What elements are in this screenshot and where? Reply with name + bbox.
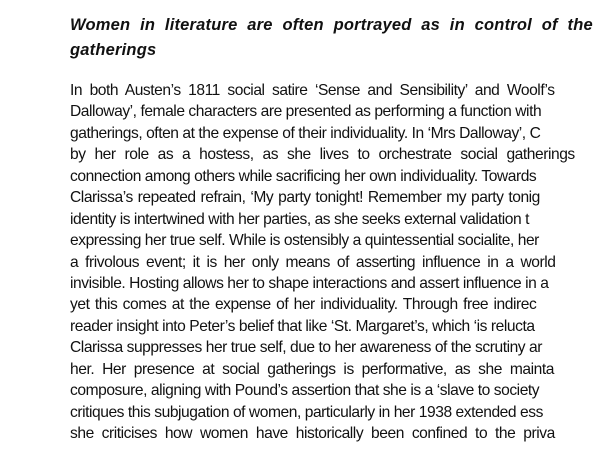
body-line: a frivolous event; it is her only means of asserting influence in a world xyxy=(70,253,556,271)
body-line: expressing her true self. While is ostensibly a quintessential socialite, her xyxy=(70,232,539,250)
body-line: gatherings, often at the expense of their individuality. In ‘Mrs Dalloway’, C xyxy=(70,124,541,142)
body-line: composure, aligning with Pound’s assertion that she is a ‘slave to society xyxy=(70,382,540,400)
body-line: Dalloway’, female characters are presented as performing a function with xyxy=(70,103,542,121)
body-line: she criticises how women have historically been confined to the priva xyxy=(70,425,555,442)
body-line: critiques this subjugation of women, particularly in her 1938 extended ess xyxy=(70,403,543,421)
heading-line-1: Women in literature are often portrayed as in control of the xyxy=(70,16,593,34)
body-line: Clarissa’s repeated refrain, ‘My party tonight! Remember my party tonig xyxy=(70,189,540,207)
heading-line-2: gatherings xyxy=(70,41,157,59)
body-line: reader insight into Peter’s belief that like ‘St. Margaret’s, which ‘is relucta xyxy=(70,317,535,335)
body-line: invisible. Hosting allows her to shape interactions and assert influence in a xyxy=(70,274,549,292)
body-paragraph xyxy=(70,80,575,444)
body-line: In both Austen’s 1811 social satire ‘Sense and Sensibility’ and Woolf’s xyxy=(70,82,555,99)
body-line: yet this comes at the expense of her individuality. Through free indirec xyxy=(70,296,537,314)
body-line: connection among others while sacrificing her own individuality. Towards xyxy=(70,167,537,185)
body-line: identity is intertwined with her parties, as she seeks external validation t xyxy=(70,210,529,228)
document-page xyxy=(70,0,616,462)
body-line: her. Her presence at social gatherings is performative, as she mainta xyxy=(70,360,554,378)
body-line: by her role as a hostess, as she lives to orchestrate social gatherings xyxy=(70,146,575,164)
body-line: Clarissa suppresses her true self, due to her awareness of the scrutiny ar xyxy=(70,339,543,357)
